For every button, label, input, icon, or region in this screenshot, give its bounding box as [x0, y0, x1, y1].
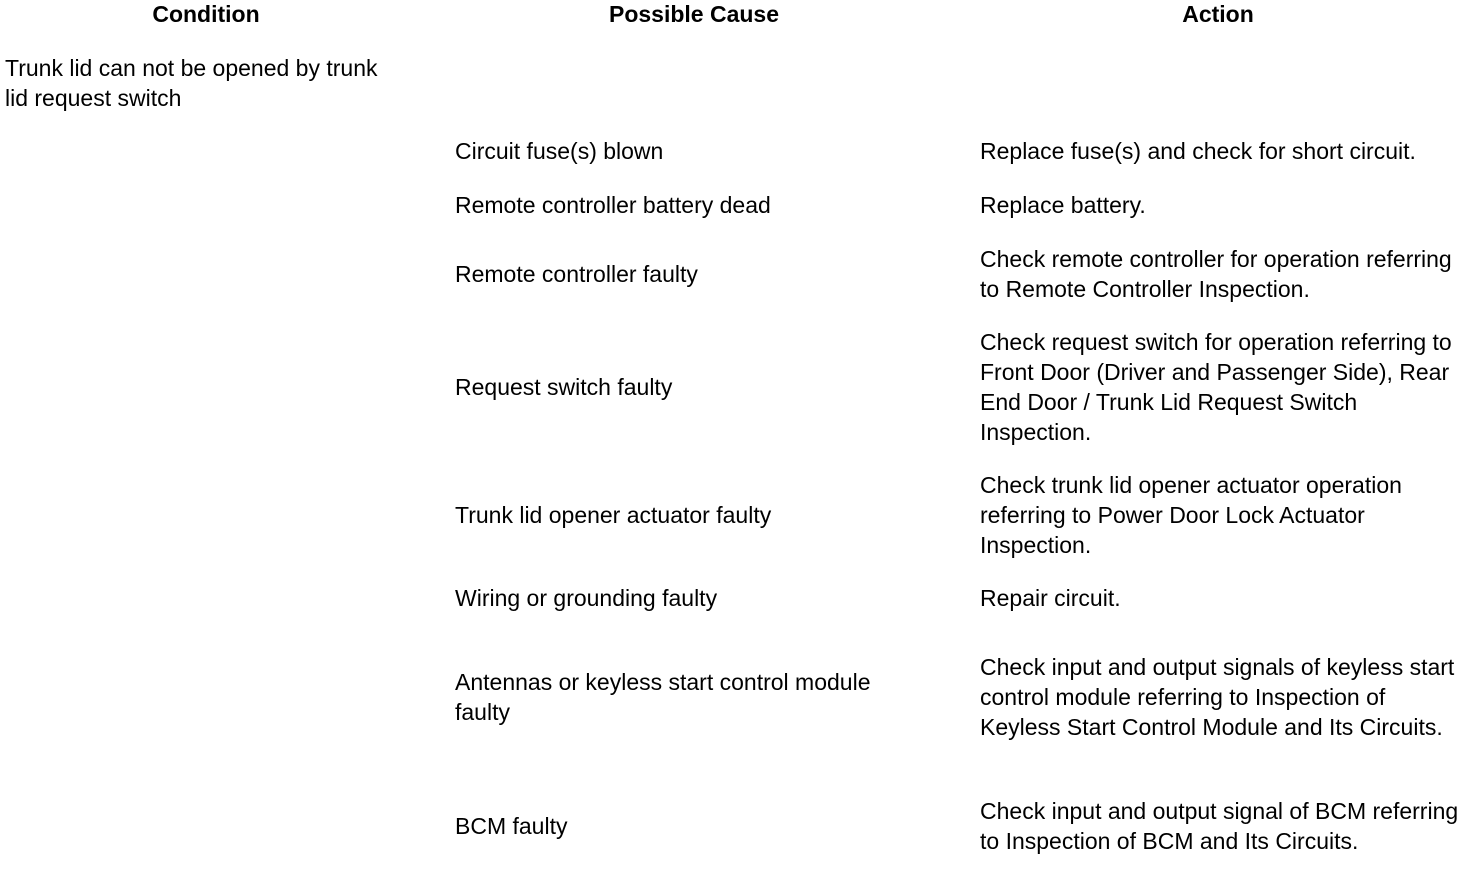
action-cell — [980, 637, 1460, 757]
cause-cell — [455, 244, 955, 304]
cause-text: Trunk lid opener actuator faulty — [455, 502, 772, 528]
action-text: Check input and output signals of keyless start control module referring to Inspection of Keyless Start Control Module and Its Circuits. — [980, 654, 1455, 740]
action-cell — [980, 781, 1460, 871]
cause-cell — [455, 327, 955, 447]
action-cell — [980, 583, 1460, 613]
action-cell — [980, 327, 1460, 447]
cause-cell — [455, 637, 915, 757]
cause-text: Remote controller battery dead — [455, 192, 771, 218]
action-text: Check remote controller for operation referring to Remote Controller Inspection. — [980, 246, 1452, 302]
action-cell — [980, 470, 1460, 560]
column-header-condition: Condition — [152, 1, 260, 27]
action-text: Check input and output signal of BCM referring to Inspection of BCM and Its Circuits. — [980, 798, 1459, 854]
action-cell — [980, 136, 1460, 166]
cause-cell — [455, 470, 955, 560]
action-cell — [980, 244, 1460, 304]
cause-cell — [455, 781, 955, 871]
cause-text: Remote controller faulty — [455, 261, 698, 287]
cause-text: Antennas or keyless start control module faulty — [455, 669, 871, 725]
cause-text: BCM faulty — [455, 813, 568, 839]
cause-text: Wiring or grounding faulty — [455, 585, 718, 611]
condition-cell: Trunk lid can not be opened by trunk lid request switch — [5, 55, 378, 111]
cause-text: Circuit fuse(s) blown — [455, 138, 664, 164]
action-text: Check trunk lid opener actuator operation referring to Power Door Lock Actuator Inspection. — [980, 472, 1402, 558]
action-text: Repair circuit. — [980, 585, 1121, 611]
action-cell — [980, 190, 1460, 220]
cause-cell — [455, 136, 955, 166]
action-text: Replace fuse(s) and check for short circuit. — [980, 138, 1416, 164]
column-header-action: Action — [1182, 1, 1254, 27]
cause-cell — [455, 583, 955, 613]
column-header-possible-cause: Possible Cause — [608, 1, 780, 27]
cause-cell — [455, 190, 955, 220]
cause-text: Request switch faulty — [455, 374, 673, 400]
action-text: Replace battery. — [980, 192, 1146, 218]
action-text: Check request switch for operation referring to Front Door (Driver and Passenger Side), Rear End Door / Trunk Lid Request Switch Inspection. — [980, 329, 1452, 445]
